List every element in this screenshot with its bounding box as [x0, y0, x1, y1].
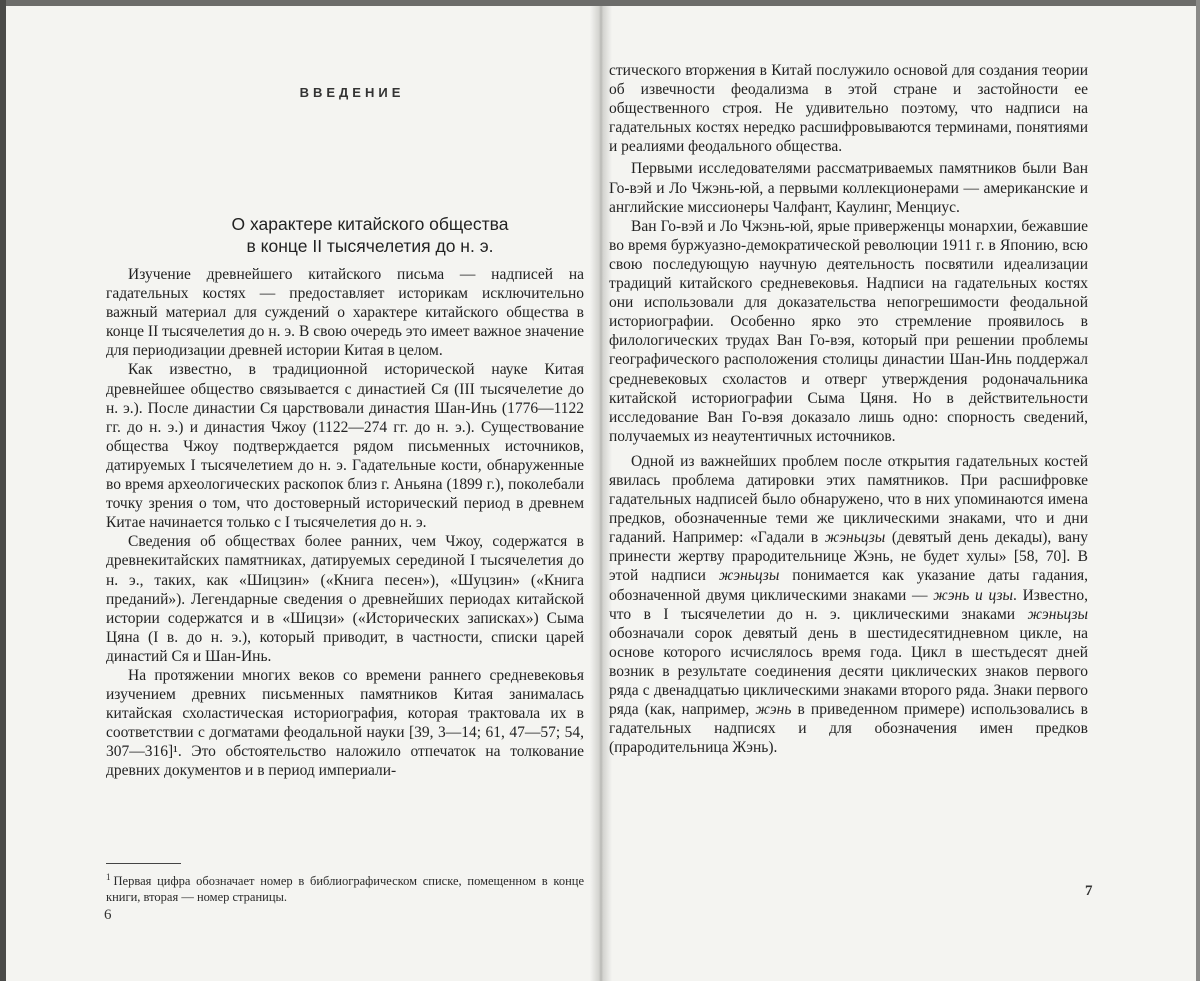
- paragraph-text: . Известно, что в I тысячелетии до н. э. циклическими знаками: [609, 586, 1088, 623]
- paragraph-text: Одной из важнейших проблем после открытия гадательных костей явилась проблема датировки этих памятников. При расшифровке гадательных надписей было обнаружено, что в них упоминаются имена предков, обозначенные теми же циклическими знаками, что и дни гаданий. Например: «Гадали в: [609, 452, 1088, 547]
- paragraph: Сведения об обществах более ранних, чем Чжоу, содержатся в древнекитайских памятниках, датируемых серединой I тысячелетия до н. э., таких, как «Шицзин» («Книга песен»), «Шуцзин» («Книга преданий»). Легендарные сведения о древнейших периодах китайской истории содержатся и в «Шицзи» («Исторических записках») Сыма Цяна (I в. до н. э.), который приводит, в частности, списки царей династий Ся и Шан-Инь.: [106, 533, 584, 665]
- paragraph-text: . Это обстоятельство наложило отпечаток на толкование древних документов и в период империали-: [106, 743, 584, 780]
- paragraph: Изучение древнейшего китайского письма — надписей на гадательных костях — предоставляет историкам исключительно важный материал для суждений о характере китайского общества в конце II тысячелетия до н. э. В свою очередь это имеет важное значение для периодизации древней истории Китая в целом.: [106, 266, 584, 360]
- footnote-rule: [106, 863, 181, 864]
- section-title: ВВЕДЕНИЕ: [299, 85, 405, 100]
- italic-term: жэньцзы: [1027, 605, 1088, 623]
- footnote: [106, 869, 584, 905]
- footnote-number: 1: [106, 872, 111, 882]
- italic-term: жэнь и цзы: [933, 586, 1013, 604]
- chapter-heading: [140, 213, 600, 257]
- paragraph: стического вторжения в Китай послужило основой для создания теории об извечности феодализма в этой стране и застойности ее общественного строя. Не удивительно поэтому, что надписи на гадательных костях нередко расшифровываются терминами, понятиями и реалиями феодального общества.: [609, 62, 1088, 156]
- left-text-column: [106, 265, 584, 781]
- paragraph-text: На протяжении многих веков со времени раннего средневековья изучением древних письменных памятников Китая занималась китайская схоластическая историография, которая трактовала их в соответствии с догматами феодальной науки [39, 3—14; 61, 47—57; 54, 307—316]: [106, 666, 584, 761]
- paragraph-text: (девятый день декады), вану принести жертву прародительнице Жэнь, не будет хулы» [58, 70]. В этой надписи: [609, 529, 1088, 585]
- italic-term: жэньцзы: [718, 567, 780, 585]
- italic-term: жэньцзы: [824, 529, 886, 547]
- scan-edge-top: [0, 0, 1200, 6]
- chapter-heading-line-1: О характере китайского общества: [231, 214, 509, 234]
- footnote-marker: ¹: [173, 743, 178, 761]
- page-number-left: 6: [104, 907, 112, 923]
- scan-edge-left: [0, 0, 6, 981]
- paragraph: [106, 666, 584, 781]
- chapter-heading-line-2: в конце II тысячелетия до н. э.: [246, 236, 494, 256]
- paragraph: Первыми исследователями рассматриваемых памятников были Ван Го-вэй и Ло Чжэнь-юй, а первыми коллекционерами — американские и английские миссионеры Чалфант, Каулинг, Менциус.: [609, 160, 1088, 216]
- scan-edge-right: [1196, 0, 1200, 981]
- right-text-column: [609, 61, 1088, 757]
- paragraph: Как известно, в традиционной исторической науке Китая древнейшее общество связывается с династией Ся (III тысячелетие до н. э.). После династии Ся царствовали династия Шан-Инь (1776—1122 гг. до н. э.) и династия Чжоу (1122—274 гг. до н. э.). Существование общества Чжоу подтверждается рядом письменных источников, датируемых I тысячелетием до н. э. Гадательные кости, обнаруженные во время археологических раскопок близ г. Аньяна (1899 г.), поколебали точку зрения о том, что достоверный исторический период в древнем Китае начинается только с I тысячелетия до н. э.: [106, 361, 584, 532]
- paragraph: Ван Го-вэй и Ло Чжэнь-юй, ярые приверженцы монархии, бежавшие во время буржуазно-демократической революции 1911 г. в Японию, всю свою последующую научную деятельность посвятили идеализации традиций китайского средневековья. Надписи на гадательных костях они использовали для доказательства непогрешимости феодальной историографии. Особенно ярко это стремление проявилось в филологических трудах Ван Го-вэя, который при решении проблемы географического расположения столицы династии Шан-Инь поддержал средневековых схоластов и отверг утверждения родоначальника китайской историографии Сыма Цяня. Но в действительности исследование Ван Го-вэя доказало лишь одно: спорность сведений, получаемых из неаутентичных источников.: [609, 217, 1088, 445]
- paragraph-text: обозначали сорок девятый день в шестидесятидневном цикле, на основе которого исчислялось время года. Цикл в шестьдесят дней возник в результате соединения десяти циклических знаков первого ряда с двенадцатью циклическими знаками второго ряда. Знаки первого ряда (как, например,: [609, 624, 1088, 719]
- footnote-text: Первая цифра обозначает номер в библиографическом списке, помещенном в конце книги, вторая — номер страницы.: [106, 874, 584, 905]
- paragraph: [609, 452, 1088, 758]
- page-number-right: 7: [1085, 883, 1093, 899]
- paragraph-text: понимается как указание даты гадания, обозначенной двумя циклическими знаками —: [609, 567, 1089, 604]
- italic-term: жэнь: [755, 701, 792, 719]
- paragraph-text: в приведенном примере) использовались в гадательных надписях и для обозначения имен предков (прародительница Жэнь).: [609, 701, 1088, 757]
